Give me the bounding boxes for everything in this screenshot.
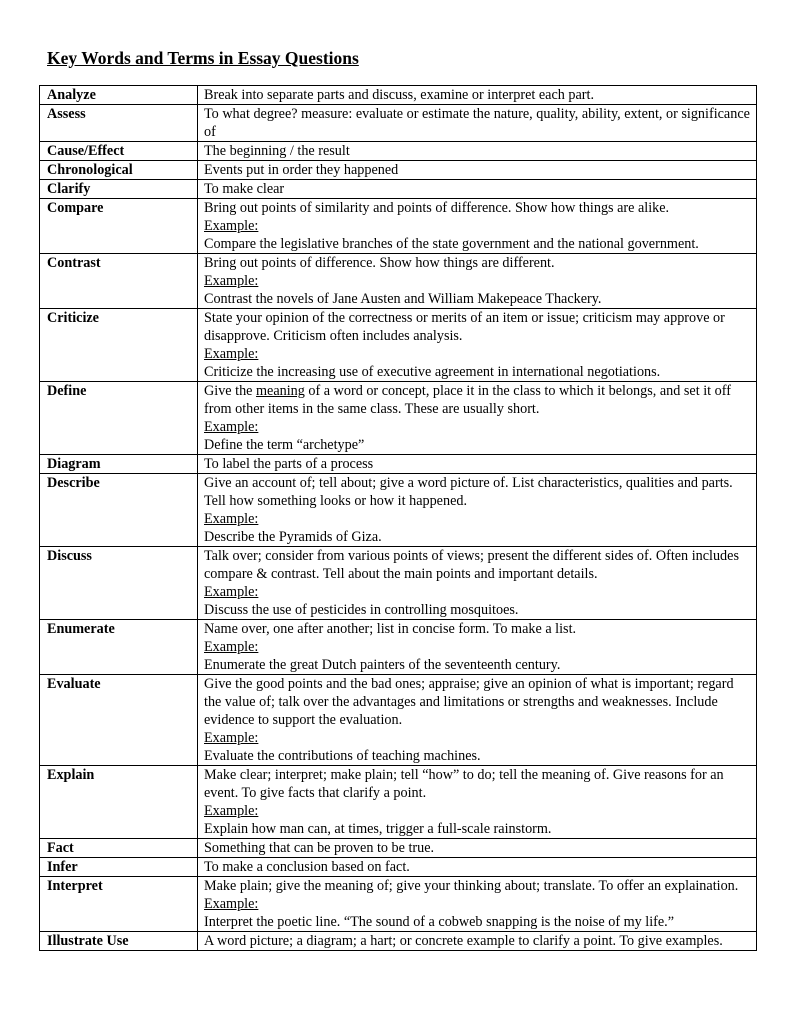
definition-cell [198, 254, 757, 309]
example-label: Example: [204, 730, 259, 746]
table-row [40, 547, 757, 620]
definition-text: To make clear [204, 181, 285, 197]
definition-text: Events put in order they happened [204, 162, 399, 178]
definition-text: Give an account of; tell about; give a word picture of. List characteristics, qualities and parts. Tell how something looks or how it happened. [204, 475, 733, 509]
term-cell: Infer [40, 858, 198, 877]
example-label: Example: [204, 346, 259, 362]
term-cell: Compare [40, 199, 198, 254]
definition-cell [198, 620, 757, 675]
definition-text-end: of a word or concept, place it in the class to which it belongs, and set it off from other items in the same class. These are usually short. [204, 383, 731, 417]
table-row [40, 382, 757, 455]
term-cell: Illustrate Use [40, 932, 198, 951]
example-text: Define the term “archetype” [204, 437, 365, 453]
definition-text: A word picture; a diagram; a hart; or concrete example to clarify a point. To give examples. [204, 933, 723, 949]
table-row [40, 86, 757, 105]
table-row [40, 766, 757, 839]
definition-cell [198, 309, 757, 382]
example-label: Example: [204, 273, 259, 289]
example-text: Criticize the increasing use of executive agreement in international negotiations. [204, 364, 661, 380]
table-row [40, 161, 757, 180]
definition-text: Make clear; interpret; make plain; tell “how” to do; tell the meaning of. Give reasons for an event. To give facts that clarify a point. [204, 767, 724, 801]
definition-text: Bring out points of difference. Show how things are different. [204, 255, 555, 271]
definition-cell [198, 199, 757, 254]
underlined-word: meaning [256, 383, 305, 399]
term-cell: Define [40, 382, 198, 455]
definition-text: To what degree? measure: evaluate or estimate the nature, quality, ability, extent, or significance of [204, 106, 750, 140]
definition-text: To label the parts of a process [204, 456, 374, 472]
table-row [40, 142, 757, 161]
term-cell: Interpret [40, 877, 198, 932]
example-text: Interpret the poetic line. “The sound of a cobweb snapping is the noise of my life.” [204, 914, 675, 930]
term-cell: Contrast [40, 254, 198, 309]
term-cell: Analyze [40, 86, 198, 105]
definition-text: Something that can be proven to be true. [204, 840, 435, 856]
definition-cell [198, 932, 757, 951]
table-row [40, 455, 757, 474]
definition-text: The beginning / the result [204, 143, 350, 159]
example-label: Example: [204, 584, 259, 600]
definition-cell [198, 86, 757, 105]
table-row [40, 675, 757, 766]
term-cell: Enumerate [40, 620, 198, 675]
definition-text-start: Give the [204, 383, 257, 399]
example-label: Example: [204, 896, 259, 912]
term-cell: Explain [40, 766, 198, 839]
table-row [40, 309, 757, 382]
table-row [40, 180, 757, 199]
table-row [40, 620, 757, 675]
definition-cell [198, 180, 757, 199]
example-text: Describe the Pyramids of Giza. [204, 529, 382, 545]
definition-text: Talk over; consider from various points of views; present the different sides of. Often includes compare & contrast. Tell about the main points and important details. [204, 548, 739, 582]
table-row [40, 877, 757, 932]
example-text: Contrast the novels of Jane Austen and William Makepeace Thackery. [204, 291, 602, 307]
definition-cell [198, 455, 757, 474]
definition-cell [198, 877, 757, 932]
definition-text: Bring out points of similarity and points of difference. Show how things are alike. [204, 200, 670, 216]
definition-cell [198, 105, 757, 142]
term-cell: Clarify [40, 180, 198, 199]
term-cell: Fact [40, 839, 198, 858]
example-text: Evaluate the contributions of teaching machines. [204, 748, 481, 764]
definition-cell [198, 858, 757, 877]
definition-text: Name over, one after another; list in concise form. To make a list. [204, 621, 577, 637]
definition-cell [198, 161, 757, 180]
table-row [40, 105, 757, 142]
term-cell: Chronological [40, 161, 198, 180]
example-text: Compare the legislative branches of the state government and the national government. [204, 236, 699, 252]
definition-text: To make a conclusion based on fact. [204, 859, 410, 875]
example-label: Example: [204, 639, 259, 655]
table-row [40, 474, 757, 547]
example-text: Discuss the use of pesticides in controlling mosquitoes. [204, 602, 519, 618]
table-row [40, 932, 757, 951]
table-row [40, 199, 757, 254]
definition-cell [198, 766, 757, 839]
definition-text: Give the good points and the bad ones; appraise; give an opinion of what is important; regard the value of; talk over the advantages and limitations or strengths and weaknesses. Include evidence to support the evaluation. [204, 676, 734, 728]
table-row [40, 254, 757, 309]
terms-table [39, 85, 757, 951]
table-row [40, 839, 757, 858]
example-text: Enumerate the great Dutch painters of the seventeenth century. [204, 657, 561, 673]
definition-text [204, 382, 751, 418]
term-cell: Cause/Effect [40, 142, 198, 161]
example-label: Example: [204, 803, 259, 819]
term-cell: Diagram [40, 455, 198, 474]
definition-text: State your opinion of the correctness or merits of an item or issue; criticism may approve or disapprove. Criticism often includes analysis. [204, 310, 725, 344]
term-cell: Evaluate [40, 675, 198, 766]
example-text: Explain how man can, at times, trigger a full-scale rainstorm. [204, 821, 552, 837]
definition-cell [198, 675, 757, 766]
term-cell: Assess [40, 105, 198, 142]
table-row [40, 858, 757, 877]
term-cell: Criticize [40, 309, 198, 382]
definition-cell [198, 474, 757, 547]
term-cell: Describe [40, 474, 198, 547]
definition-text: Break into separate parts and discuss, examine or interpret each part. [204, 87, 595, 103]
example-label: Example: [204, 218, 259, 234]
term-cell: Discuss [40, 547, 198, 620]
definition-cell [198, 839, 757, 858]
example-label: Example: [204, 511, 259, 527]
definition-cell [198, 382, 757, 455]
definition-text: Make plain; give the meaning of; give your thinking about; translate. To offer an explaination. [204, 878, 739, 894]
page-title: Key Words and Terms in Essay Questions [47, 48, 359, 68]
example-label: Example: [204, 419, 259, 435]
definition-cell [198, 142, 757, 161]
definition-cell [198, 547, 757, 620]
